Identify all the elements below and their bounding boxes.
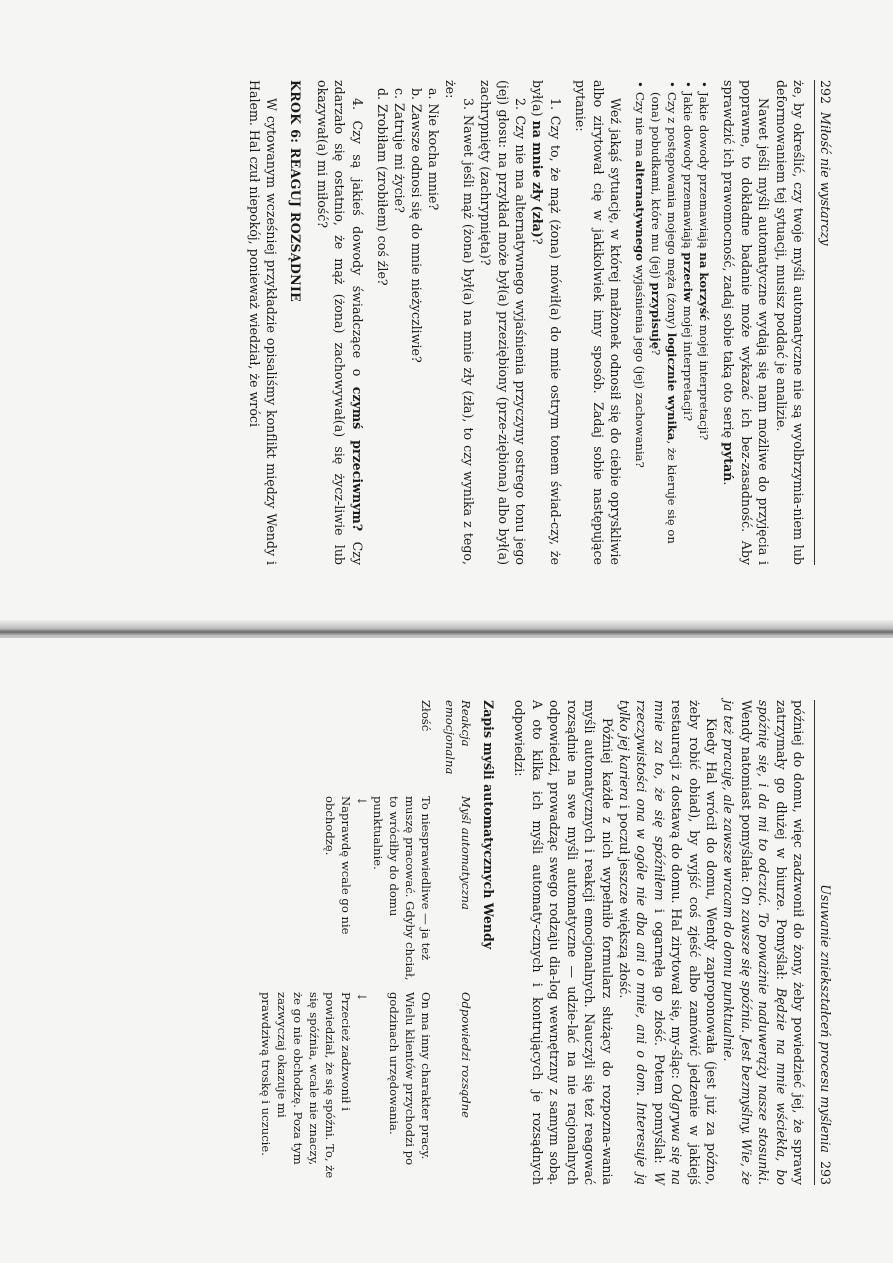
bullet-item: • Jakie dowody przemawiają przeciw mojej interpretacji?: [680, 92, 696, 565]
question-2: 2. Czy nie ma alternatywnego wyjaśnienia przyczyny ostrego tonu jego (jej) głosu: na przykład może był(a) przeziębiony (prze-ziębiona) albo był(a) zachrypnięty (zachrypnięta)?: [478, 80, 528, 565]
table-title: Zapis myśli automatycznych Wendy: [481, 700, 497, 950]
option-item: a. Nie kocha mnie?: [425, 88, 441, 211]
arrow-down-icon: ↓: [354, 992, 369, 1002]
table-row: [370, 700, 434, 1185]
left-column: [245, 80, 815, 565]
thought-record-table: [258, 700, 474, 1185]
bullet-item: • Jakie dowody przemawiają na korzyść mojej interpretacji?: [696, 92, 712, 565]
answer-cell: On ma inny charakter pracy. Wielu klientów przychodzi po godzinach urzędowania.: [386, 992, 433, 1166]
option-item: b. Zawsze odnosi się do mnie nieżyczliwie?: [408, 88, 424, 363]
page-number-right: 293: [818, 1160, 833, 1185]
emotion-cell: Złość: [418, 700, 433, 732]
question-1: 1. Czy to, że mąż (żona) mówił(a) do mnie ostrym tonem świad-czy, że był(a) na mnie zły (zła)?: [530, 80, 563, 565]
option-item: c. Zatruje mi życie?: [391, 88, 407, 213]
answer-cell: Przecież zadzwonił i powiedział, że się spóźni. To, że się spóźnia, wcale nie znaczy, że go nie obchodzę. Poza tym zazwyczaj okazuje mi prawdziwą troskę i uczucie.: [258, 992, 353, 1179]
paragraph: Później każde z nich wypełniło formularz służący do rozpozna-wania myśli automatycznych i reakcji emocjonalnych. Nauczyli się też reagować rozsądnie na swe myśli automatyczne — udzie-lać na nie racjonalnych odpowiedzi, prowadząc swego rodzaju dia-log wewnętrzny z samym sobą. A oto kilka ich myśli automaty-cznych i kontrujących je rozsądnych odpowiedzi:: [512, 700, 615, 1185]
question-3: 3. Nawet jeśli mąż (żona) był(a) na mnie zły (zła), to czy wynika z tego, że:: [443, 80, 476, 565]
option-item: d. Zrobiłam (zrobiłem) coś źle?: [374, 88, 390, 286]
right-column: [258, 700, 815, 1185]
page-number-left: 292: [818, 80, 833, 105]
column-header: Myśl automatyczna: [458, 796, 473, 910]
column-header: Reakcja emocjonalna: [442, 700, 473, 775]
table-row: [258, 700, 354, 1185]
paragraph: Weź jakąś sytuację, w której małżonek odnosił się do ciebie opryskliwie albo zirytował cię w jakikolwiek inny sposób. Zadaj sobie następujące pytanie:: [573, 80, 623, 565]
paragraph: Nawet jeśli myśli automatyczne wydają się nam możliwe do przyjęcia i poprawne, to dokładne badanie może wykazać ich bez-zasadność. Aby sprawdzić ich prawomocność, zadaj sobie taką oto serię pytań.: [721, 80, 772, 565]
thought-cell: Naprawdę wcale go nie obchodzę.: [322, 796, 353, 935]
right-page: [0, 638, 893, 1263]
arrow-down-icon: ↓: [354, 796, 369, 806]
table-row: [354, 700, 370, 1185]
right-header: [814, 700, 833, 1185]
paragraph: że, by określić, czy twoje myśli automatyczne nie są wyolbrzymia-niem lub deformowaniem tej sytuacji, musisz poddać je analizie.: [773, 80, 806, 565]
running-title-right: Usuwanie zniekształceń procesu myślenia: [818, 884, 833, 1153]
bullet-item: • Czy nie ma alternatywnego wyjaśnienia jego (jej) zachowania?: [632, 92, 648, 565]
thought-cell: To niesprawiedliwe — ja też muszę pracować. Gdyby chciał, to wróciłby do domu punktualnie.: [370, 796, 433, 981]
paragraph: W cytowanym wcześniej przykładzie opisaliśmy konflikt między Wendy i Halem. Hal czuł niepokój, ponieważ wiedział, że wróci: [246, 80, 280, 565]
step-heading: KROK 6: REAGUJ ROZSĄDNIE: [287, 80, 303, 303]
column-header: Odpowiedzi rozsądne: [458, 992, 473, 1118]
paragraph: później do domu, więc zadzwonił do żony, żeby powiedzieć jej, że sprawy zatrzymały go dłużej w biurze. Pomyślał: Będzie na mnie wściekła, bo spóźnię się, i da mi to odczuć. To poważnie naduwerąży nasze stosunki. Wendy natomiast pomyślała: On zawsze się spóźnia. Jest bezmyślny. Wie, że ja też pracuję, ale zawsze wracam do domu punktualnie.: [721, 700, 806, 1185]
left-header: [814, 80, 833, 565]
running-title-left: Miłość nie wystarczy: [818, 112, 833, 246]
question-4: 4. Czy są jakieś dowody świadczące o czymś przeciwnym? Czy zdarzało się ostatnio, że mąż (żona) zachowywał(a) się życz-liwie lub okazywał(a) mi miłość?: [315, 80, 365, 565]
options-list: [374, 80, 442, 565]
question-bullets: [632, 80, 712, 565]
bullet-item: • Czy z postępowania mojego męża (żony) logicznie wynika, że kieruje się on (ona) pobudkami, które mu (jej) przypisuję?: [648, 92, 680, 565]
left-page: [0, 0, 893, 625]
paragraph: Kiedy Hal wrócił do domu, Wendy zaproponowała (jest już za późno, żeby robić obiad), by wyjść coś zjeść albo zamówić jedzenie w jakiejś restauracji z dostawą do domu. Hal zirytował się, my-śląc: Odgrywa się na mnie za to, że się spóźniłem i ogarnęła go złość. Potem pomyślał: W rzeczywistości ona w ogóle nie dba ani o mnie, ani o dom. Interesuje ją tylko jej kariera i poczuł jeszcze większą złość.: [616, 700, 719, 1185]
